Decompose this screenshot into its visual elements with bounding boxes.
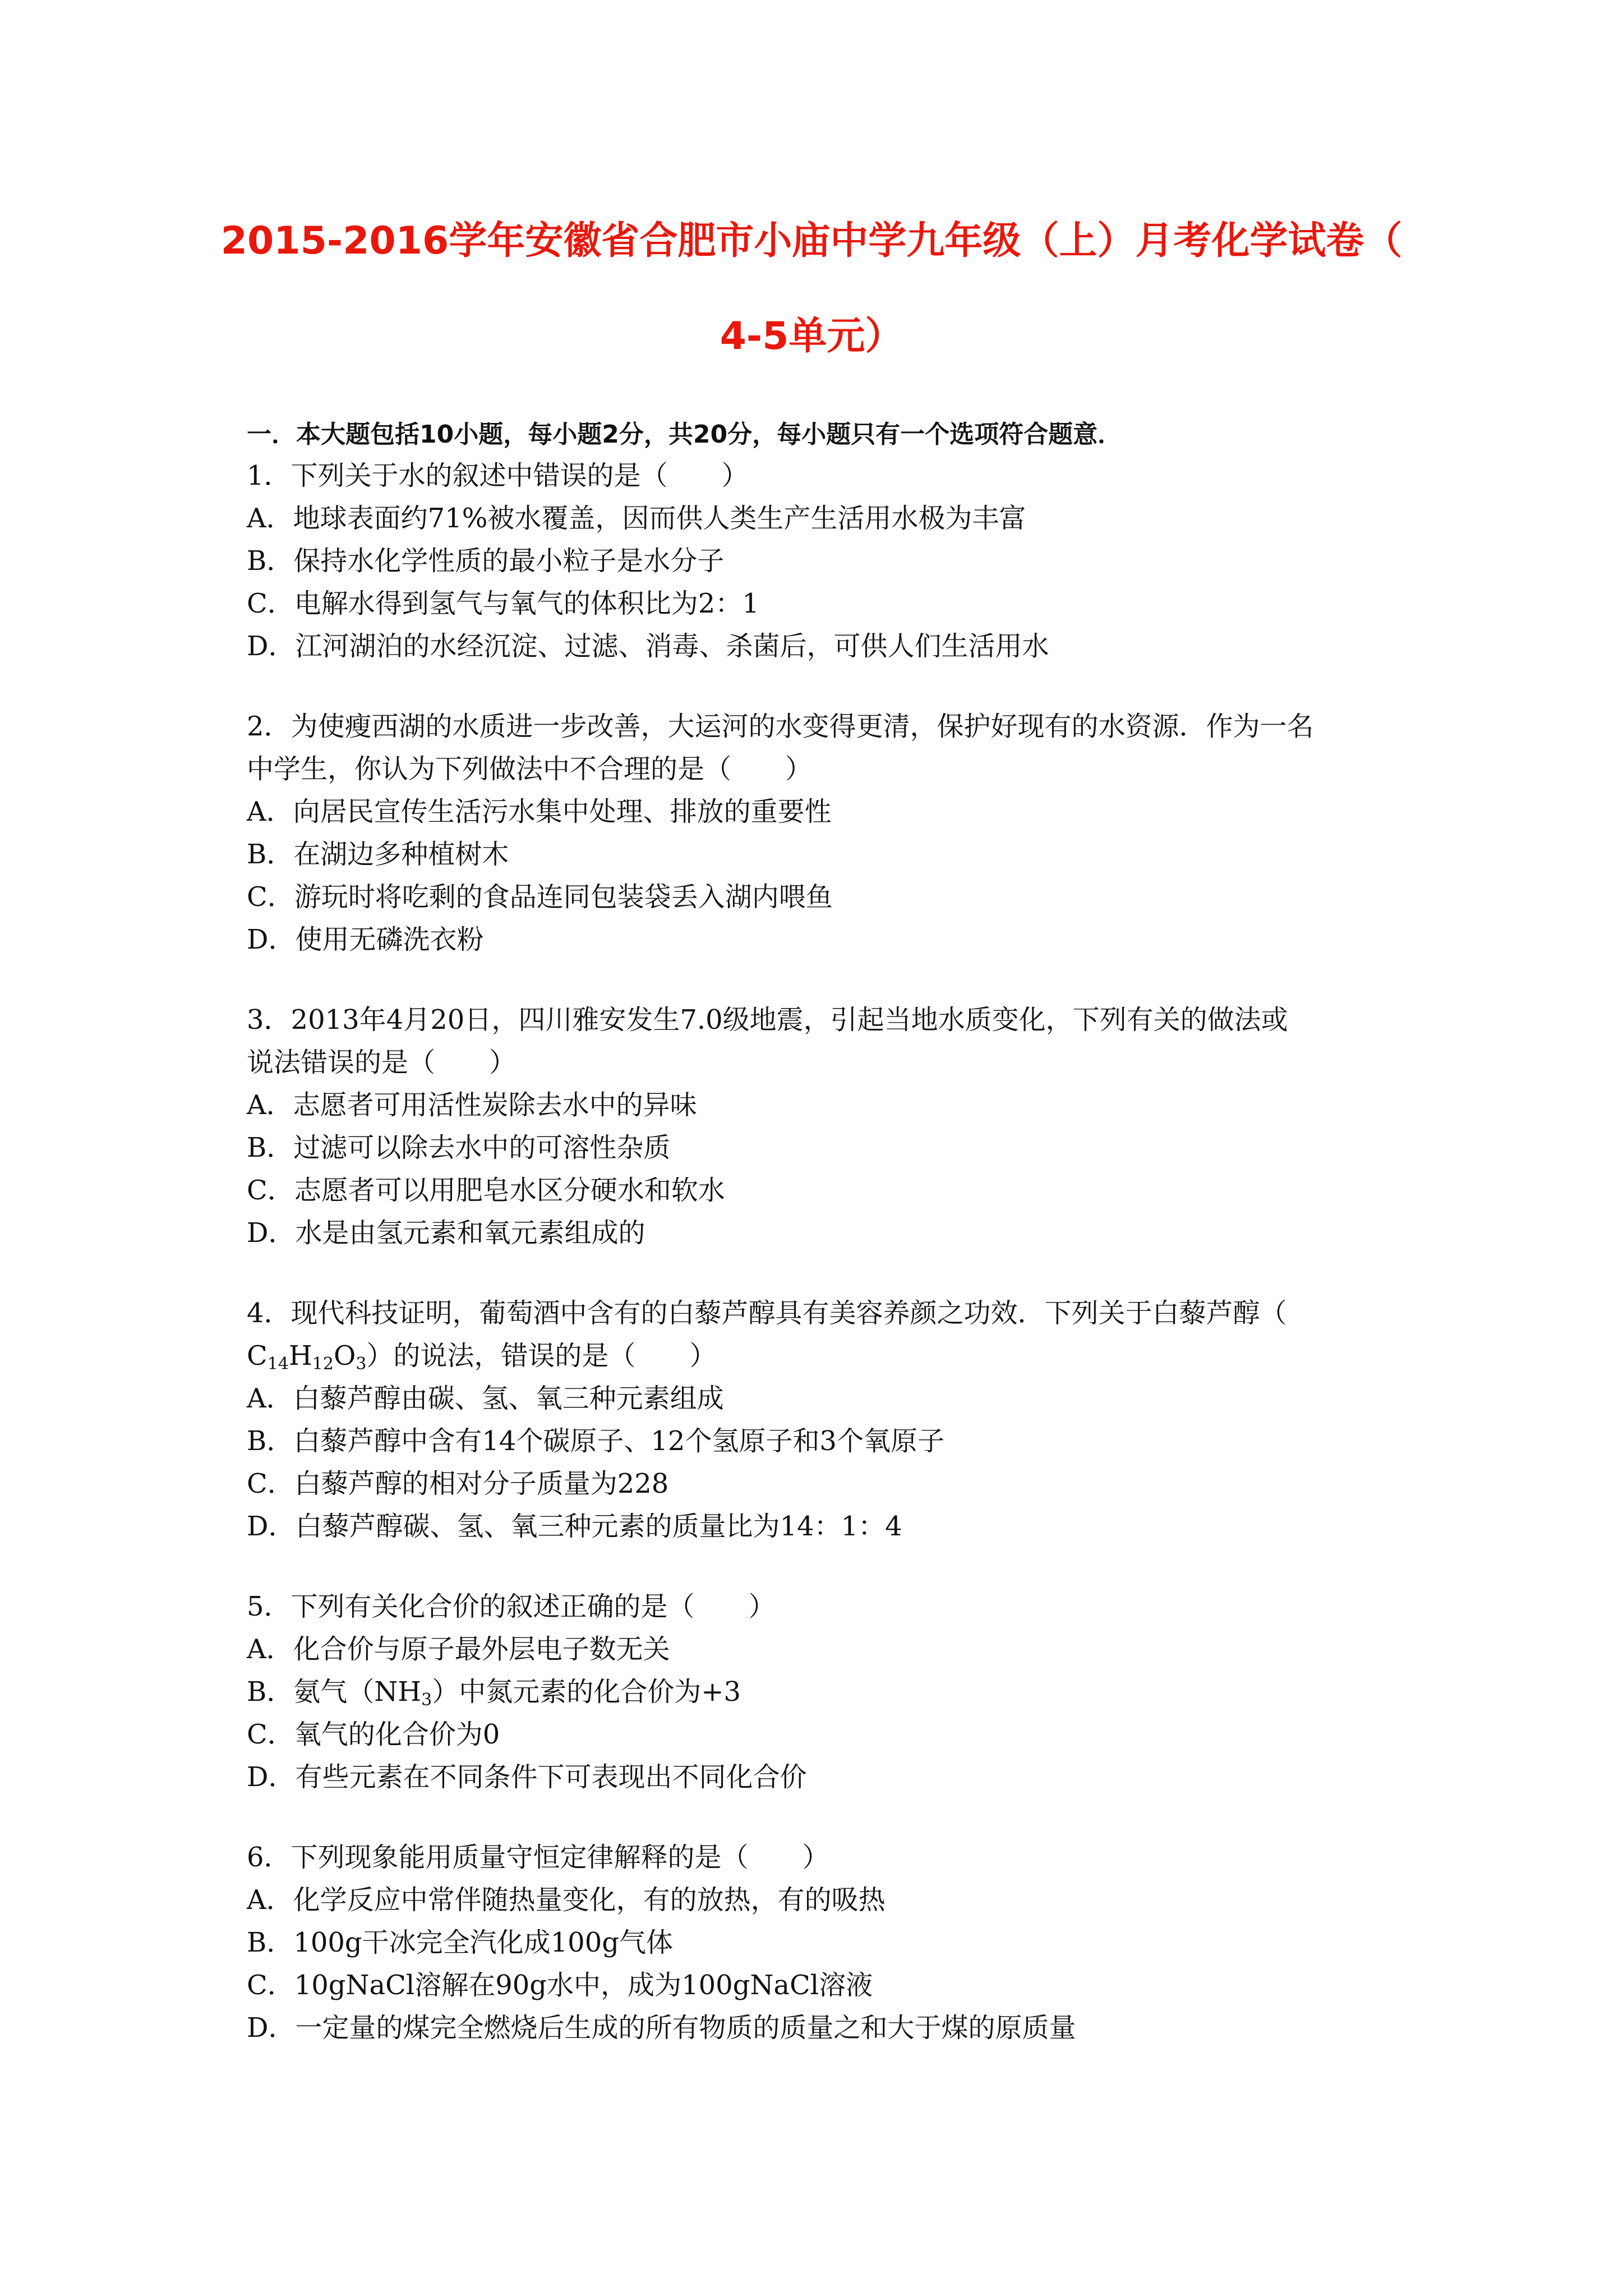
question-6-option-c: C．10gNaCl溶解在90g水中，成为100gNaCl溶液 bbox=[247, 1970, 873, 2001]
question-5-option-b-sub: 3 bbox=[421, 1690, 432, 1710]
exam-title-line-1: 2015-2016学年安徽省合肥市小庙中学九年级（上）月考化学试卷（ bbox=[220, 219, 1403, 263]
formula-o-count: 3 bbox=[356, 1354, 367, 1374]
formula-h-count: 12 bbox=[312, 1354, 334, 1374]
formula-h: H bbox=[288, 1340, 312, 1372]
question-6-option-d: D．一定量的煤完全燃烧后生成的所有物质的质量之和大于煤的原质量 bbox=[247, 2012, 1076, 2044]
question-1-option-a: A．地球表面约71%被水覆盖，因而供人类生产生活用水极为丰富 bbox=[247, 503, 1026, 534]
question-2-stem-line-1: 2．为使瘦西湖的水质进一步改善，大运河的水变得更清，保护好现有的水资源．作为一名 bbox=[247, 711, 1314, 742]
question-2-stem-line-2: 中学生，你认为下列做法中不合理的是（ ） bbox=[247, 753, 813, 785]
question-1-option-d: D．江河湖泊的水经沉淀、过滤、消毒、杀菌后，可供人们生活用水 bbox=[247, 631, 1049, 662]
question-4-stem-line-2 bbox=[247, 1339, 716, 1373]
question-6-option-a: A．化学反应中常伴随热量变化，有的放热，有的吸热 bbox=[247, 1884, 886, 1916]
question-1-option-c: C．电解水得到氢气与氧气的体积比为2：1 bbox=[247, 588, 759, 619]
question-5-option-b-post: ）中氮元素的化合价为+3 bbox=[432, 1676, 741, 1708]
formula-c-count: 14 bbox=[267, 1354, 289, 1374]
question-2-option-d: D．使用无磷洗衣粉 bbox=[247, 924, 484, 955]
question-2-option-c: C．游玩时将吃剩的食品连同包装袋丢入湖内喂鱼 bbox=[247, 881, 833, 913]
question-6-option-b: B．100g干冰完全汽化成100g气体 bbox=[247, 1927, 673, 1958]
question-5-option-a: A．化合价与原子最外层电子数无关 bbox=[247, 1634, 670, 1665]
question-3-option-c: C．志愿者可以用肥皂水区分硬水和软水 bbox=[247, 1175, 725, 1206]
question-4-stem-rest: ）的说法，错误的是（ ） bbox=[366, 1340, 717, 1372]
question-4-option-c: C．白藜芦醇的相对分子质量为228 bbox=[247, 1468, 669, 1499]
question-3-option-a: A．志愿者可用活性炭除去水中的异味 bbox=[247, 1089, 697, 1121]
formula-o: O bbox=[333, 1340, 356, 1372]
question-5-option-b-pre: B．氨气（NH bbox=[247, 1676, 422, 1708]
question-4-option-a: A．白藜芦醇由碳、氢、氧三种元素组成 bbox=[247, 1383, 724, 1414]
question-4-stem-line-1: 4．现代科技证明，葡萄酒中含有的白藜芦醇具有美容养颜之功效．下列关于白藜芦醇（ bbox=[247, 1297, 1287, 1329]
question-2-option-a: A．向居民宣传生活污水集中处理、排放的重要性 bbox=[247, 796, 832, 827]
question-2-option-b: B．在湖边多种植树木 bbox=[247, 839, 509, 870]
formula-c: C bbox=[247, 1340, 268, 1372]
section-heading: 一．本大题包括10小题，每小题2分，共20分，每小题只有一个选项符合题意． bbox=[247, 420, 1123, 449]
question-5-option-b bbox=[247, 1675, 741, 1709]
question-4-option-d: D．白藜芦醇碳、氢、氧三种元素的质量比为14：1：4 bbox=[247, 1511, 902, 1542]
question-3-option-b: B．过滤可以除去水中的可溶性杂质 bbox=[247, 1132, 671, 1163]
question-4-option-b: B．白藜芦醇中含有14个碳原子、12个氢原子和3个氧原子 bbox=[247, 1425, 944, 1457]
exam-title-line-2: 4-5单元） bbox=[720, 314, 903, 358]
question-5-option-d: D．有些元素在不同条件下可表现出不同化合价 bbox=[247, 1761, 807, 1793]
question-6-stem: 6．下列现象能用质量守恒定律解释的是（ ） bbox=[247, 1842, 829, 1873]
question-3-stem-line-2: 说法错误的是（ ） bbox=[247, 1047, 517, 1078]
question-5-stem: 5．下列有关化合价的叙述正确的是（ ） bbox=[247, 1591, 776, 1622]
question-1-stem: 1．下列关于水的叙述中错误的是（ ） bbox=[247, 460, 749, 491]
question-5-option-c: C．氧气的化合价为0 bbox=[247, 1719, 500, 1750]
question-3-option-d: D．水是由氢元素和氧元素组成的 bbox=[247, 1217, 645, 1249]
question-1-option-b: B．保持水化学性质的最小粒子是水分子 bbox=[247, 545, 725, 577]
question-3-stem-line-1: 3．2013年4月20日，四川雅安发生7.0级地震，引起当地水质变化，下列有关的做法或 bbox=[247, 1004, 1288, 1036]
